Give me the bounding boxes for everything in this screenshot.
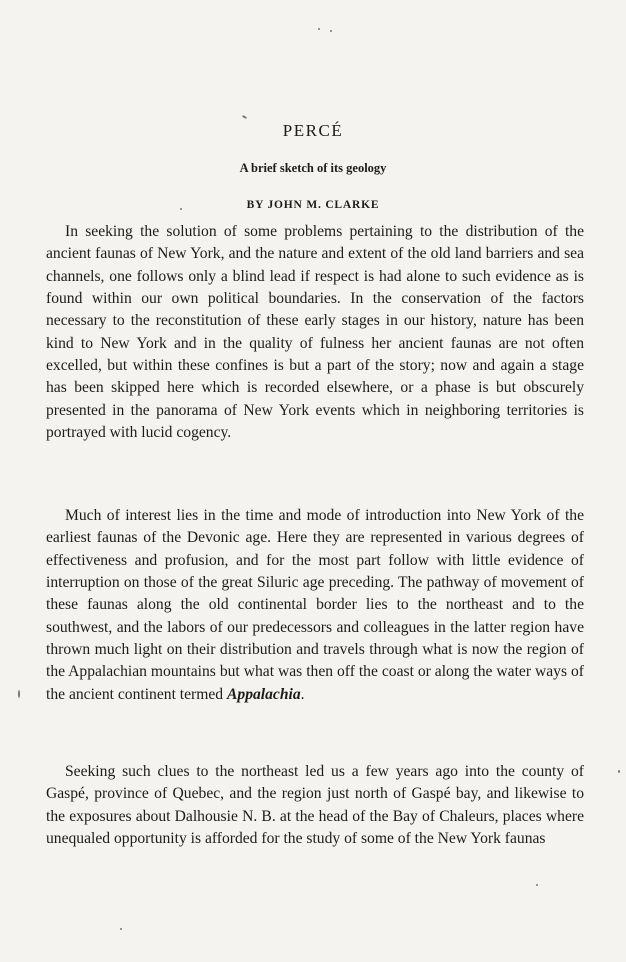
paragraph-1	[46, 221, 584, 444]
paragraph-text: Seeking such clues to the northeast led us a few years ago into the county of Gaspé, province of Quebec, and the region just north of Gaspé bay, and likewise to the exposures about Dalhousie N. B. at the head of the Bay of Chaleurs, places where unequaled opportunity is afforded for the study of some of the New York faunas	[46, 763, 584, 848]
page-subtitle: A brief sketch of its geology	[239, 161, 387, 175]
scan-speck	[18, 690, 20, 698]
paragraph-3	[46, 761, 584, 850]
scan-speck	[318, 28, 320, 30]
scan-speck	[618, 770, 620, 773]
paragraph-text: In seeking the solution of some problems pertaining to the distribution of the ancient faunas of New York, and the nature and extent of the old land barriers and sea channels, one follows only a blind lead if respect is had alone to such evidence as is found within our own political boundaries. In the conservation of the factors necessary to the reconstitution of these early stages in our history, nature has been kind to New York and in the quality of fulness her ancient faunas are not often excelled, but within these confines is but a part of the story; now and again a stage has been skipped here which is recorded elsewhere, or a phase is but obscurely presented in the panorama of New York events which in neighboring territories is portrayed with lucid cogency.	[46, 223, 584, 442]
emphasized-term: Appalachia	[227, 685, 301, 703]
scan-speck	[330, 30, 332, 32]
author-byline: BY JOHN M. CLARKE	[246, 199, 380, 211]
paragraph-2	[46, 505, 584, 706]
paragraph-text	[46, 505, 584, 706]
paragraph-text-end: .	[300, 685, 305, 703]
paragraph-text-main: Much of interest lies in the time and mode of introduction into New York of the earliest faunas of the Devonic age. Here they are represented in various degrees of effectiveness and profusion, and for the most part follow with little evidence of interruption on those of the great Siluric age preceding. The pathway of movement of these faunas along the old continental border lies to the northeast and to the southwest, and the labors of our predecessors and colleagues in the latter region have thrown much light on their distribution and travels through what is now the region of the Appalachian mountains but what was then off the coast or along the water ways of the ancient continent termed	[46, 507, 584, 703]
scan-speck	[536, 884, 538, 886]
scan-speck	[120, 928, 122, 930]
scan-speck	[242, 115, 247, 119]
page-title: PERCÉ	[282, 121, 344, 140]
